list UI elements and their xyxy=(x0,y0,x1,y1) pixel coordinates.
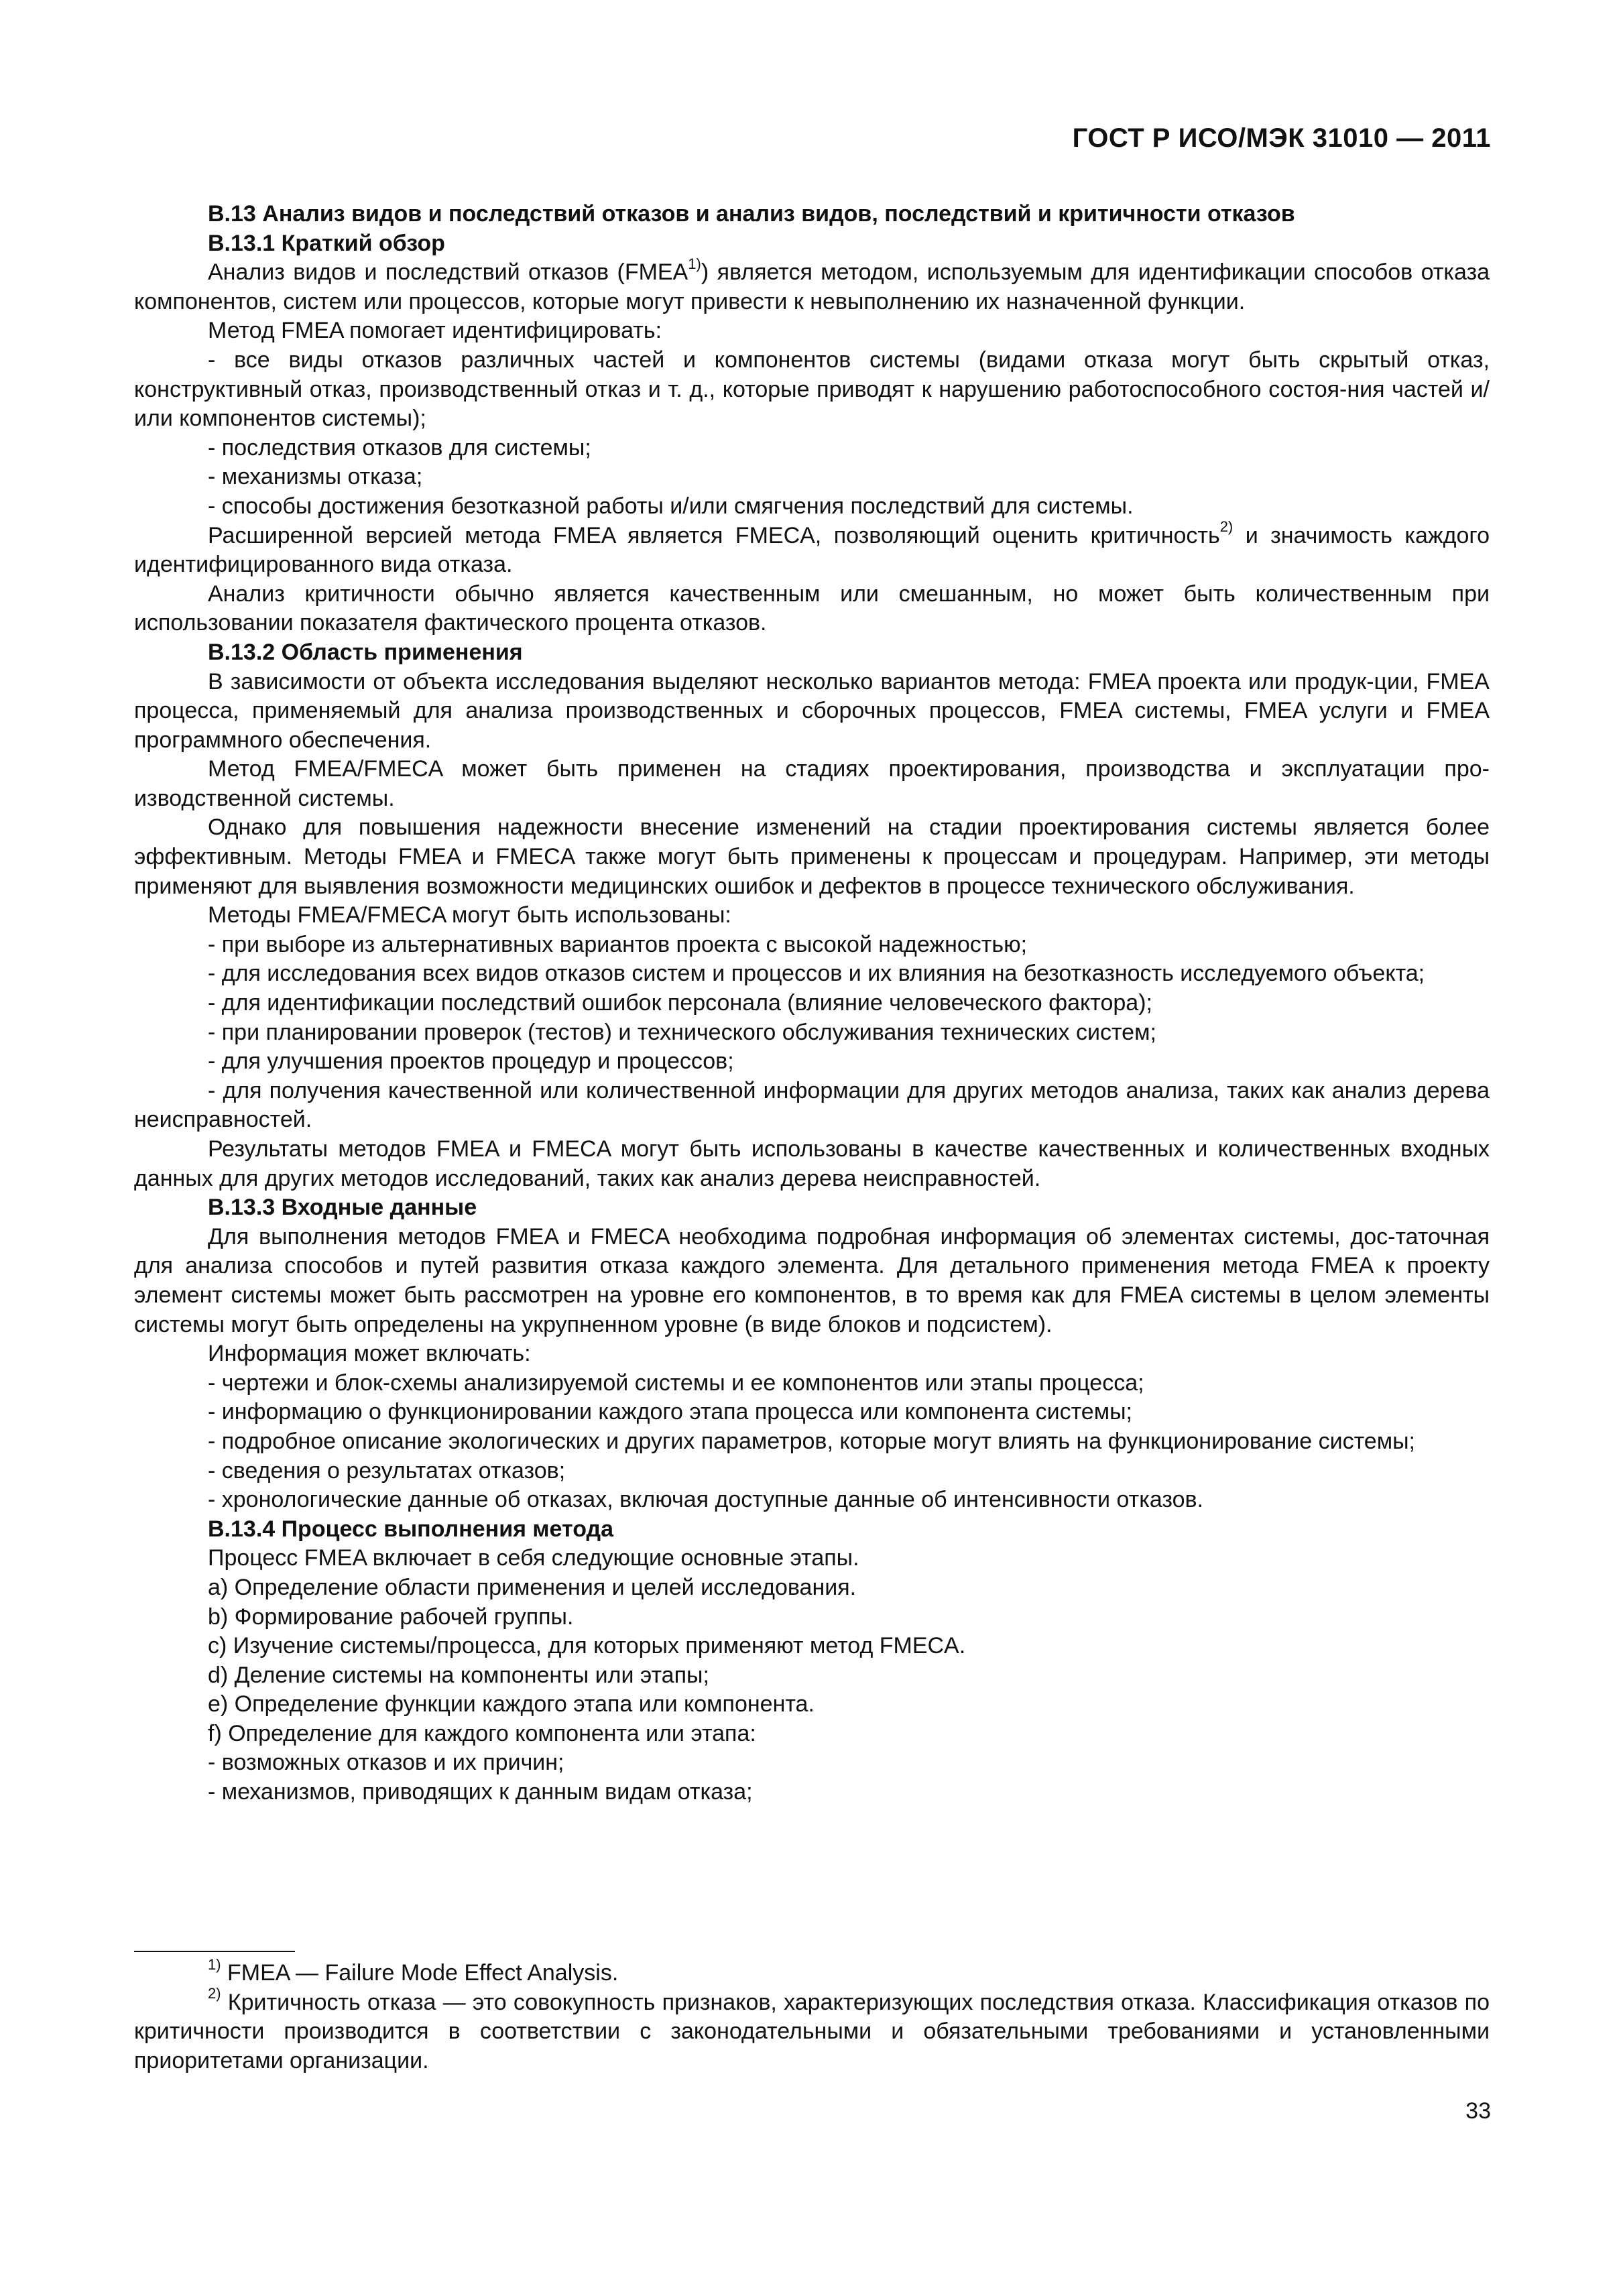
section-heading: В.13.4 Процесс выполнения метода xyxy=(208,1516,614,1542)
paragraph: Процесс FMEA включает в себя следующие основные этапы. xyxy=(208,1545,859,1571)
main-text xyxy=(134,200,1490,1807)
page-number: 33 xyxy=(1465,2098,1491,2124)
paragraph: - механизмов, приводящих к данным видам отказа; xyxy=(208,1779,753,1805)
paragraph: - способы достижения безотказной работы и/или смягчения последствий для системы. xyxy=(208,493,1134,519)
document-code-header: ГОСТ Р ИСО/МЭК 31010 — 2011 xyxy=(1072,123,1491,153)
paragraph: Методы FMEA/FMECA могут быть использованы: xyxy=(208,902,731,928)
paragraph-text: ) является методом, используемым для идентификации способов отказа компонентов, систем или процессов, которые могут привести к невыполнению их назначенной функции. xyxy=(134,259,1490,314)
paragraph: e) Определение функции каждого этапа или компонента. xyxy=(208,1691,815,1717)
paragraph: - информацию о функционировании каждого этапа процесса или компонента системы; xyxy=(208,1399,1132,1425)
footnotes xyxy=(134,1955,1490,2075)
paragraph: - для улучшения проектов процедур и процессов; xyxy=(208,1048,734,1075)
paragraph-text: Анализ видов и последствий отказов (FMEA xyxy=(208,259,688,286)
paragraph: В зависимости от объекта исследования выделяют несколько вариантов метода: FMEA проекта или продук-ции, FMEA процесса, применяемый для анализа производственных и сборочных процессов, FMEA системы, FMEA услуги и FMEA программного обеспечения. xyxy=(134,668,1490,753)
footnote xyxy=(134,1955,1490,1988)
paragraph: Метод FMEA помогает идентифицировать: xyxy=(208,318,662,344)
paragraph: Метод FMEA/FMECA может быть применен на стадиях проектирования, производства и эксплуатации про-изводственной системы. xyxy=(134,756,1490,811)
paragraph: - для получения качественной или количественной информации для других методов анализа, таких как анализ дерева неисправностей. xyxy=(134,1077,1490,1133)
paragraph: - подробное описание экологических и других параметров, которые могут влиять на функционирование системы; xyxy=(208,1428,1415,1454)
paragraph: Однако для повышения надежности внесение изменений на стадии проектирования системы является более эффективным. Методы FMEA и FMECA также могут быть применены к процессам и процедурам. Например, эти методы применяют для выявления возможности медицинских ошибок и дефектов в процессе технического обслуживания. xyxy=(134,814,1490,899)
footnote-text: FMEA — Failure Mode Effect Analysis. xyxy=(221,1960,619,1986)
paragraph: Для выполнения методов FMEA и FMECA необходима подробная информация об элементах системы, дос-таточная для анализа способов и путей развития отказа каждого элемента. Для детального применения метода FMEA к проекту элемент системы может быть рассмотрен на уровне его компонентов, в то время как для FMEA системы в целом элементы системы могут быть определены на укрупненном уровне (в виде блоков и подсистем). xyxy=(134,1223,1490,1337)
paragraph: - хронологические данные об отказах, включая доступные данные об интенсивности отказов. xyxy=(208,1487,1203,1513)
paragraph: - механизмы отказа; xyxy=(208,464,423,490)
paragraph: Анализ критичности обычно является качественным или смешанным, но может быть количественным при использовании показателя фактического процента отказов. xyxy=(134,581,1490,636)
footnote-separator xyxy=(134,1951,295,1952)
section-heading: В.13.1 Краткий обзор xyxy=(208,230,445,256)
paragraph: d) Деление системы на компоненты или этапы; xyxy=(208,1662,709,1688)
footnote xyxy=(134,1985,1490,2076)
paragraph: - для идентификации последствий ошибок персонала (влияние человеческого фактора); xyxy=(208,990,1152,1016)
paragraph: - возможных отказов и их причин; xyxy=(208,1750,564,1776)
section-heading: В.13.2 Область применения xyxy=(208,639,523,665)
footnote-text: Критичность отказа — это совокупность признаков, характеризующих последствия отказа. Классификация отказов по критичности производится в соответствии с законодательными и обязательными требованиями и установленными приоритетами организации. xyxy=(134,1989,1490,2073)
paragraph: - все виды отказов различных частей и компонентов системы (видами отказа могут быть скрытый отказ, конструктивный отказ, производственный отказ и т. д., которые приводят к нарушению работоспособного состоя-ния частей и/или компонентов системы); xyxy=(134,347,1490,432)
paragraph: b) Формирование рабочей группы. xyxy=(208,1604,574,1630)
paragraph: Информация может включать: xyxy=(208,1341,531,1367)
paragraph: - чертежи и блок-схемы анализируемой системы и ее компонентов или этапы процесса; xyxy=(208,1370,1144,1396)
paragraph: c) Изучение системы/процесса, для которых применяют метод FMECA. xyxy=(208,1633,966,1659)
footnote-ref: 2) xyxy=(1219,518,1234,536)
paragraph-text: и значимость каждого идентифицированного вида отказа. xyxy=(134,522,1490,578)
footnote-marker: 2) xyxy=(208,1985,221,2002)
paragraph: - сведения о результатах отказов; xyxy=(208,1457,566,1484)
section-heading: В.13.3 Входные данные xyxy=(208,1195,477,1221)
footnote-marker: 1) xyxy=(208,1955,221,1973)
paragraph xyxy=(134,518,1490,580)
paragraph: - для исследования всех видов отказов систем и процессов и их влияния на безотказность исследуемого объекта; xyxy=(208,961,1425,987)
paragraph xyxy=(134,255,1490,316)
paragraph: - при выборе из альтернативных вариантов проекта с высокой надежностью; xyxy=(208,931,1028,957)
paragraph: - при планировании проверок (тестов) и технического обслуживания технических систем; xyxy=(208,1019,1156,1045)
paragraph-text: Расширенной версией метода FMEA является FMECA, позволяющий оценить критичность xyxy=(208,522,1220,548)
paragraph: f) Определение для каждого компонента или этапа: xyxy=(208,1720,756,1746)
footnote-ref: 1) xyxy=(688,255,701,272)
paragraph: Результаты методов FMEA и FMECA могут быть использованы в качестве качественных и количественных входных данных для других методов исследований, таких как анализ дерева неисправностей. xyxy=(134,1136,1490,1191)
paragraph: - последствия отказов для системы; xyxy=(208,434,591,461)
section-heading: В.13 Анализ видов и последствий отказов и анализ видов, последствий и критичности отказов xyxy=(208,201,1295,227)
paragraph: a) Определение области применения и целей исследования. xyxy=(208,1574,857,1600)
